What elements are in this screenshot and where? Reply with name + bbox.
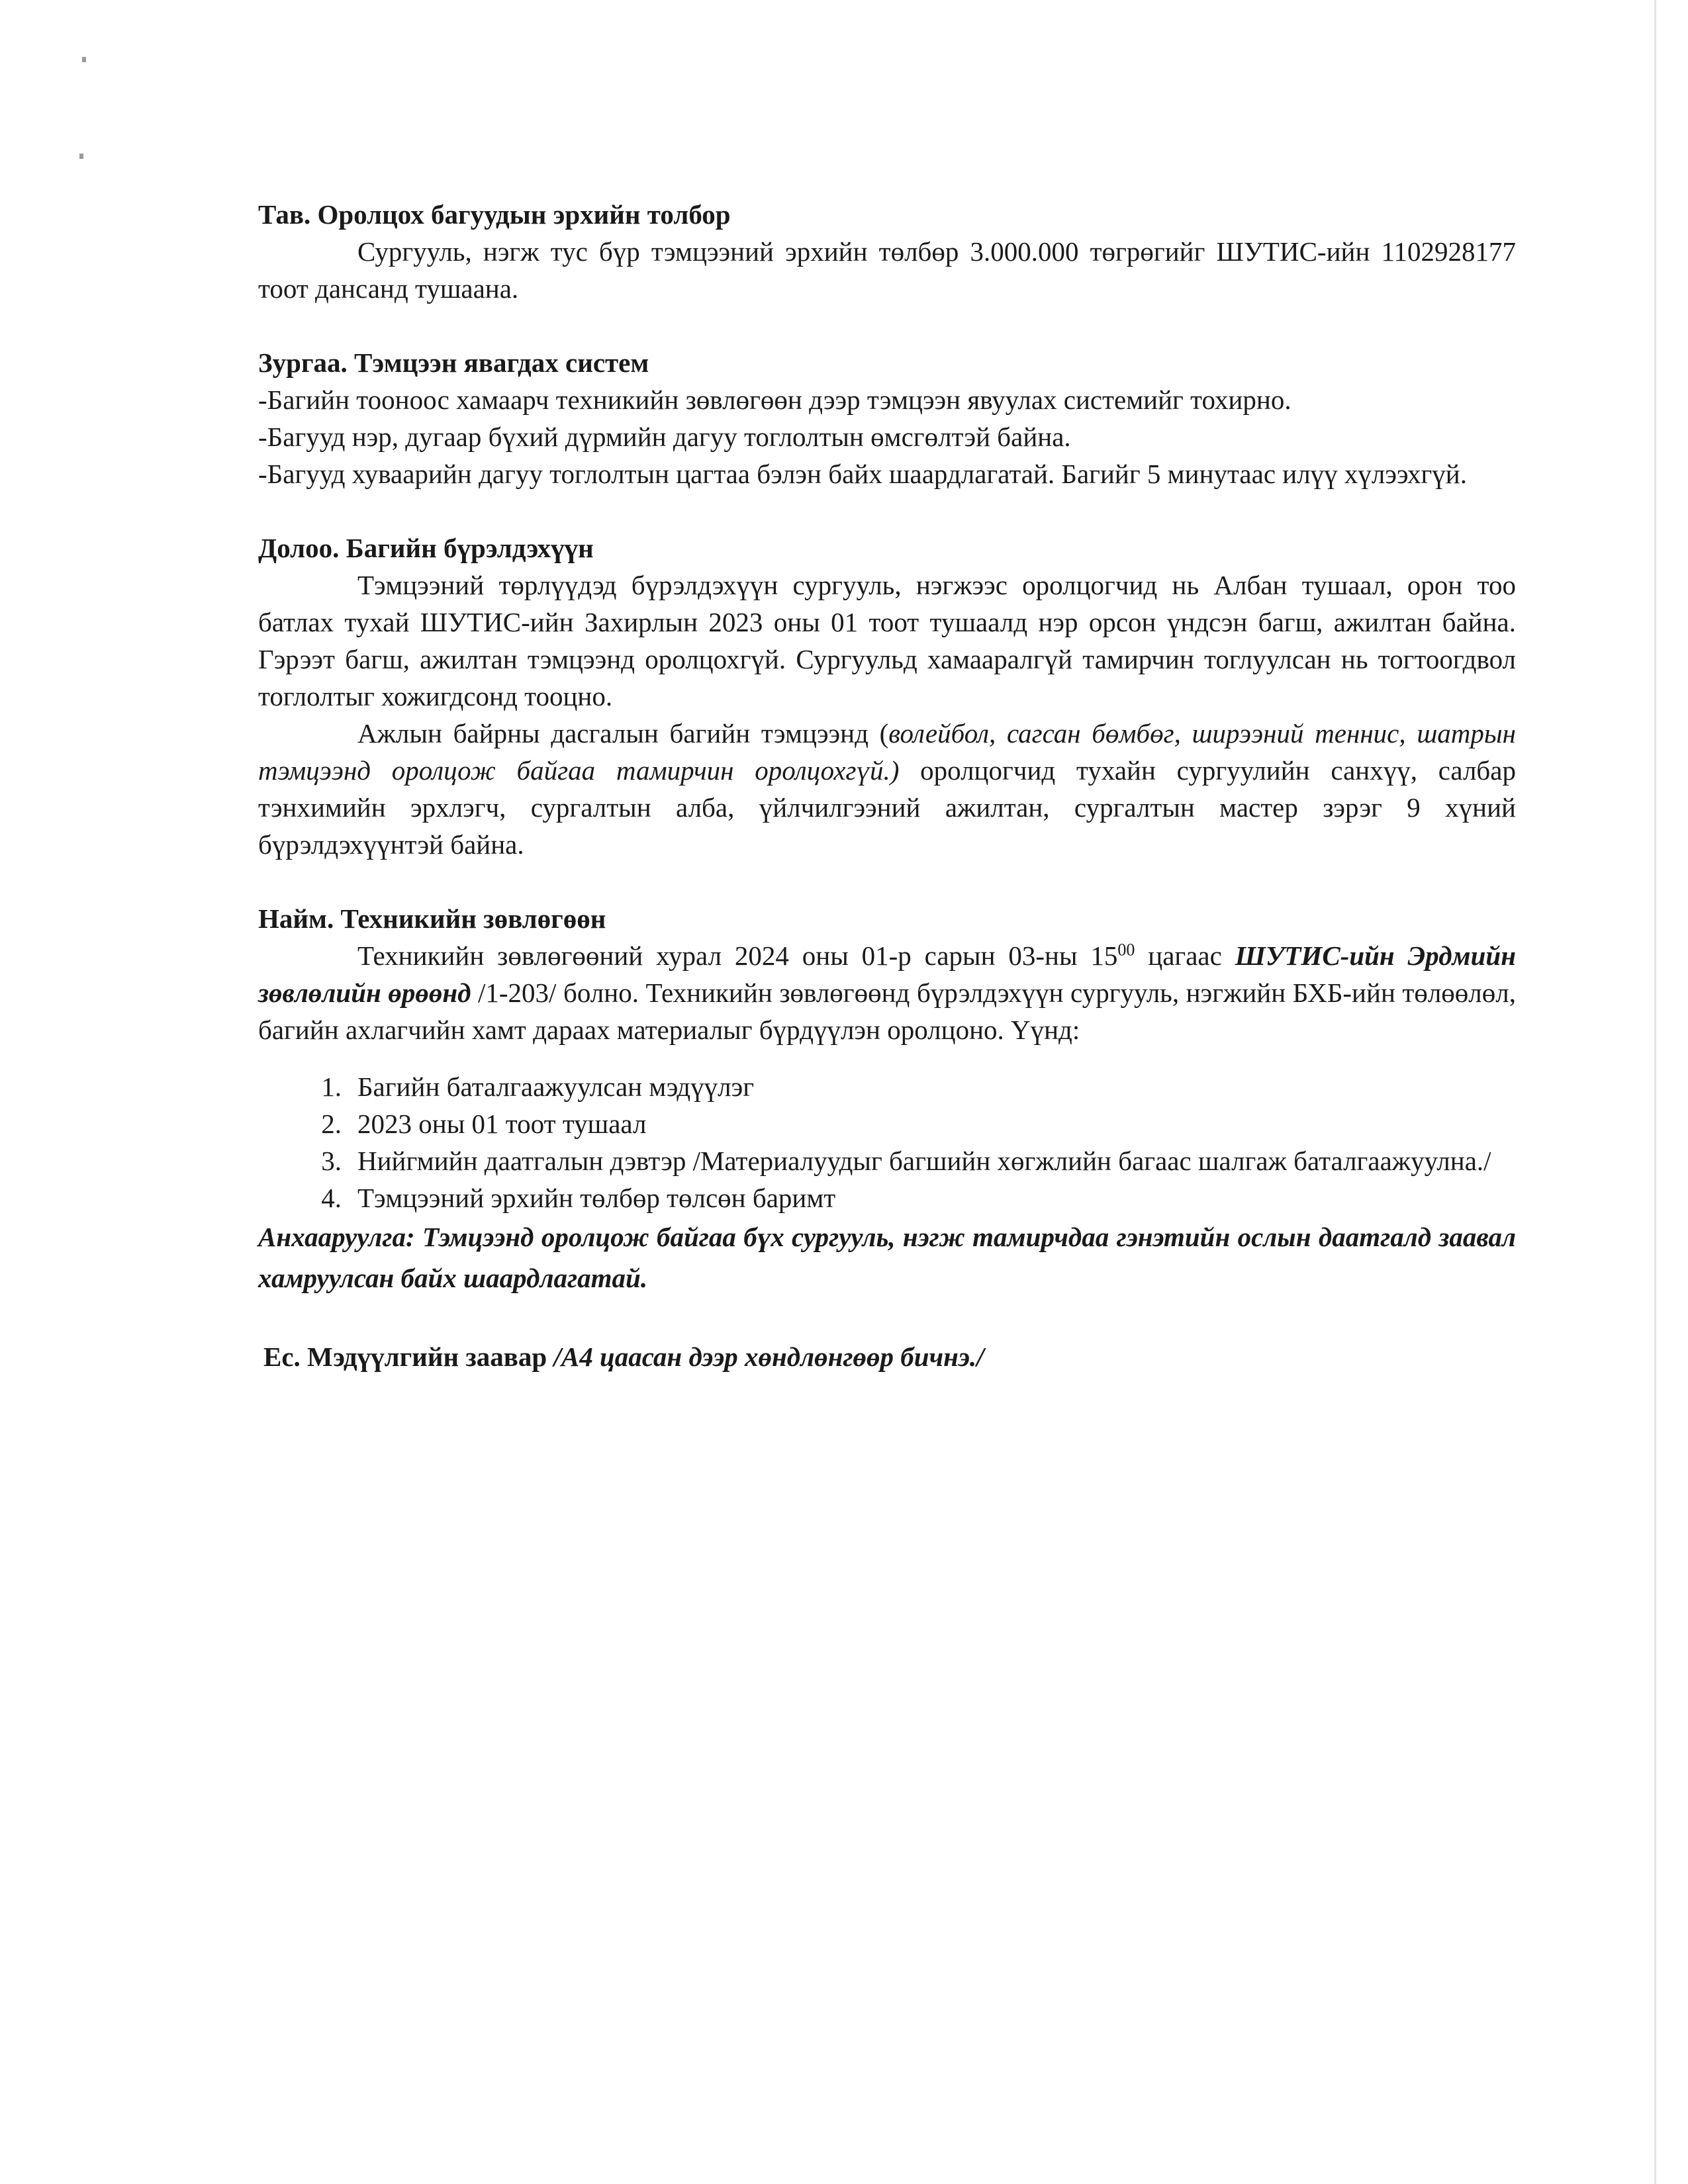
list-number: 4. — [321, 1183, 342, 1213]
list-text: Нийгмийн даатгалын дэвтэр /Материалуудыг багшийн хөгжлийн багаас шалгаж баталгаажуулна./ — [357, 1146, 1491, 1176]
list-item — [258, 1068, 1516, 1105]
section-heading: Долоо. Багийн бүрэлдэхүүн — [258, 533, 594, 563]
list-text: Багийн баталгаажуулсан мэдүүлэг — [357, 1071, 755, 1102]
text-run: Ажлын байрны дасгалын багийн тэмцээнд ( — [357, 718, 889, 749]
section-heading: Ес. Мэдүүлгийн заавар — [263, 1342, 547, 1372]
scan-edge — [1654, 0, 1656, 2184]
system-line: -Багууд хуваарийн дагуу тоглолтын цагтаа бэлэн байх шаардлагатай. Багийг 5 минутаас илүү хүлээхгүй. — [258, 459, 1467, 489]
list-number: 1. — [321, 1071, 342, 1102]
list-item — [258, 1179, 1516, 1216]
list-text: 2023 оны 01 тоот тушаал — [357, 1109, 647, 1139]
section-paragraph: Сургууль, нэгж тус бүр тэмцээний эрхийн төлбөр 3.000.000 төгрөгийг ШУТИС-ийн 1102928177 тоот дансанд тушаана. — [258, 236, 1516, 304]
text-run: цагаас — [1135, 940, 1235, 971]
venue-name: ШУТИС-ийн Эрдмийн зөвлөлийн өрөөнд — [258, 940, 1516, 1008]
text-run: /1-203/ болно. Техникийн зөвлөгөөнд бүрэлдэхүүн сургууль, нэгжийн БХБ-ийн төлөөлөл, багийн ахлагчийн хамт дараах материалыг бүрдүүлэн оролцоно. Үүнд: — [258, 978, 1516, 1045]
italic-note: волейбол, сагсан бөмбөг, ширээний теннис, шатрын тэмцээнд оролцож байгаа тамирчин оролцохгүй.) — [258, 718, 1516, 786]
section-heading: Зургаа. Тэмцээн явагдах систем — [258, 347, 649, 378]
scan-speck — [82, 57, 86, 62]
list-number: 3. — [321, 1146, 342, 1176]
list-item — [258, 1142, 1516, 1179]
list-number: 2. — [321, 1109, 342, 1139]
scan-speck — [79, 154, 83, 159]
text-run: Техникийн зөвлөгөөний хурал 2024 оны 01-р сарын 03-ны 15 — [357, 940, 1118, 971]
section-paragraph — [258, 937, 1516, 1048]
section-paragraph: Тэмцээний төрлүүдэд бүрэлдэхүүн сургууль, нэгжээс оролцогчид нь Албан тушаал, орон тоо батлах тухай ШУТИС-ийн Захирлын 2023 оны 01 тоот тушаалд нэр орсон үндсэн багш, ажилтан байна. Гэрээт багш, ажилтан тэмцээнд оролцохгүй. Сургуульд хамааралгүй тамирчин тоглуулсан нь тогтоогдвол тоглолтыг хожигдсонд тооцно. — [258, 570, 1516, 711]
document-body — [258, 196, 1516, 1375]
materials-list — [258, 1068, 1516, 1216]
section-heading: Найм. Техникийн зөвлөгөөн — [258, 903, 606, 934]
registration-note: /А4 цаасан дээр хөндлөнгөөр бичнэ./ — [547, 1342, 984, 1372]
section-team — [258, 529, 1516, 863]
system-line: -Багууд нэр, дугаар бүхий дүрмийн дагуу тоглолтын өмсгөлтэй байна. — [258, 422, 1071, 452]
section-registration — [258, 1338, 1516, 1375]
section-technical — [258, 900, 1516, 1298]
notice-paragraph: Анхааруулга: Тэмцээнд оролцож байгаа бүх сургууль, нэгж тамирчдаа гэнэтийн ослын даатгалд заавал хамруулсан байх шаардлагатай. — [258, 1222, 1516, 1293]
system-line: -Багийн тооноос хамаарч техникийн зөвлөгөөн дээр тэмцээн явуулах системийг тохирно. — [258, 385, 1291, 415]
list-text: Тэмцээний эрхийн төлбөр төлсөн баримт — [357, 1183, 836, 1213]
section-system — [258, 344, 1516, 492]
list-item — [258, 1105, 1516, 1142]
section-heading: Тав. Оролцох багуудын эрхийн толбор — [258, 199, 731, 230]
section-fee — [258, 196, 1516, 307]
text-run: оролцогчид тухайн сургуулийн санхүү, салбар тэнхимийн эрхлэгч, сургалтын алба, үйлчилгээний ажилтан, сургалтын мастер зэрэг 9 хүний бүрэлдэхүүнтэй байна. — [258, 755, 1516, 860]
time-superscript: 00 — [1117, 940, 1135, 960]
section-paragraph — [258, 715, 1516, 863]
